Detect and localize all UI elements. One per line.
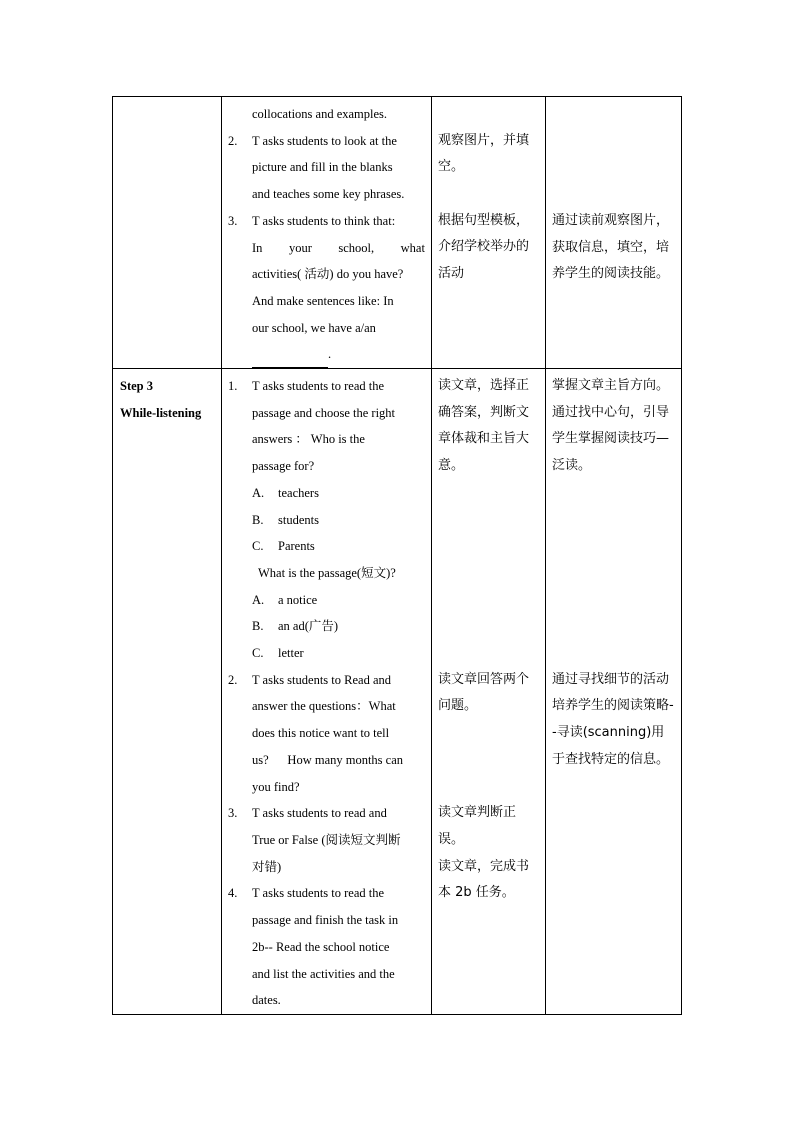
activity-line: True or False (阅读短文判断 [252, 832, 401, 847]
activity-item [228, 128, 425, 208]
activity-line: 2b-- Read the school notice [252, 939, 390, 954]
activity-line: us? How many months can [252, 752, 404, 767]
activity-item [228, 667, 425, 801]
activity-line: 对错) [252, 859, 282, 874]
answer-option: B. an ad(广告) [252, 619, 339, 634]
table-row [113, 97, 682, 369]
activity-line: dates. [252, 993, 281, 1008]
activities-cell [222, 369, 432, 1015]
item-number: 2. [228, 672, 238, 687]
activity-line: and teaches some key phrases. [252, 187, 405, 202]
purpose-text: 通过寻找细节的活动培养学生的阅读策略--寻读(scanning)用于查找特定的信息。 [552, 671, 674, 767]
activity-line: collocations and examples. [252, 107, 388, 121]
students-text: 读文章回答两个问题。 [438, 671, 530, 714]
lesson-plan-table [112, 96, 682, 1015]
item-number: 4. [228, 886, 238, 901]
activities-cell [222, 97, 432, 369]
answer-option: C. letter [252, 646, 304, 661]
students-cell [432, 97, 546, 369]
students-text: 读文章，完成书本 2b 任务。 [438, 858, 530, 901]
activity-line: T asks students to Read and [252, 672, 391, 687]
item-number: 3. [228, 806, 238, 821]
item-number: 2. [228, 133, 238, 148]
activity-item [228, 800, 425, 880]
answer-option: C. Parents [252, 539, 315, 554]
activity-line: passage and choose the right [252, 405, 396, 420]
activity-line: T asks students to read the [252, 379, 385, 394]
activity-line: answers ： Who is the [252, 432, 365, 447]
activity-line: and list the activities and the [252, 966, 395, 981]
answer-option: B. students [252, 512, 319, 527]
purpose-cell [546, 97, 682, 369]
activity-line: passage for? [252, 459, 315, 474]
purpose-cell [546, 369, 682, 1015]
activity-line: picture and fill in the blanks [252, 160, 393, 175]
students-text: 观察图片，并填空。 [438, 132, 530, 175]
activity-line: our school, we have a/an [252, 320, 376, 335]
activity-line: T asks students to think that: [252, 213, 396, 228]
step-title: Step 3 [120, 379, 153, 394]
students-cell [432, 369, 546, 1015]
activity-line: answer the questions：What [252, 699, 396, 714]
question-text: What is the passage(短文)? [258, 565, 396, 580]
step-cell [113, 97, 222, 369]
activity-item [228, 373, 425, 480]
activity-line: And make sentences like: In [252, 293, 394, 308]
activity-line: passage and finish the task in [252, 913, 399, 928]
activity-line: activities( 活动) do you have? [252, 267, 404, 282]
activity-line: T asks students to read and [252, 806, 387, 821]
item-number: 1. [228, 379, 238, 394]
item-number: 3. [228, 213, 238, 228]
students-text: 根据句型模板，介绍学校举办的活动 [438, 212, 530, 282]
blank-line: . [252, 341, 425, 368]
fill-blank [252, 352, 328, 368]
step-subtitle: While-listening [120, 405, 202, 420]
step-cell [113, 369, 222, 1015]
activity-line: In your school, what [252, 240, 425, 255]
students-text: 读文章判断正误。 [438, 805, 517, 847]
answer-option: A. a notice [252, 592, 318, 607]
activity-line: you find? [252, 779, 300, 794]
activity-item [228, 880, 425, 1014]
students-text: 读文章，选择正确答案，判断文章体裁和主旨大意。 [438, 378, 530, 474]
activity-line: does this notice want to tell [252, 726, 390, 741]
answer-option: A. teachers [252, 485, 319, 500]
activity-item [228, 208, 425, 368]
purpose-text: 通过读前观察图片，获取信息，填空，培养学生的阅读技能。 [552, 212, 670, 282]
purpose-text: 掌握文章主旨方向。通过找中心句，引导学生掌握阅读技巧—泛读。 [552, 378, 670, 474]
activity-line: T asks students to read the [252, 886, 385, 901]
activity-line: T asks students to look at the [252, 133, 397, 148]
table-row [113, 369, 682, 1015]
